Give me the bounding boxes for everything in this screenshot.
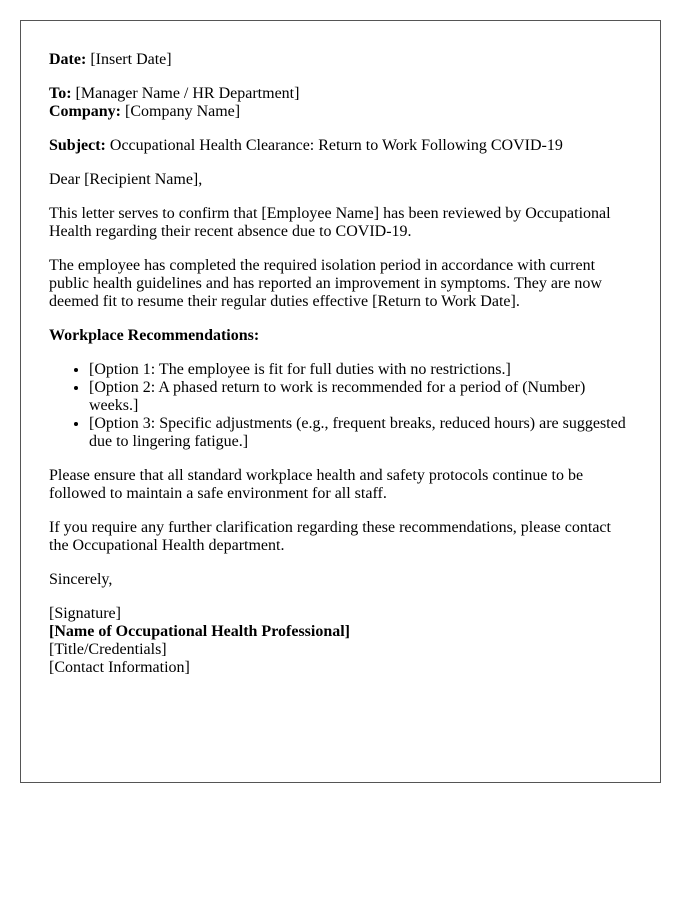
to-value: [Manager Name / HR Department] <box>75 85 300 102</box>
signature-block <box>49 605 632 677</box>
signature: [Signature] <box>49 605 121 622</box>
company-label: Company: <box>49 103 122 120</box>
letter <box>20 20 661 783</box>
company-value: [Company Name] <box>125 103 241 120</box>
recipient-block <box>49 85 632 121</box>
salutation: Dear [Recipient Name], <box>49 171 203 188</box>
recommendations-heading-text: Workplace Recommendations: <box>49 327 260 344</box>
signer-title: [Title/Credentials] <box>49 641 167 658</box>
date-line <box>49 51 632 69</box>
paragraph-confirmation: This letter serves to confirm that [Employee Name] has been reviewed by Occupational Health regarding their recent absence due to COVID-19. <box>49 205 611 240</box>
list-item: • [Option 1: The employee is fit for full duties with no restrictions.] <box>89 361 632 379</box>
signer-contact: [Contact Information] <box>49 659 190 676</box>
date-label: Date: <box>49 51 87 68</box>
date-value: [Insert Date] <box>90 51 172 68</box>
subject-line <box>49 137 632 155</box>
recommendations-list <box>49 361 632 451</box>
paragraph-contact: If you require any further clarification regarding these recommendations, please contact the Occupational Health department. <box>49 519 611 554</box>
paragraph-fitness: The employee has completed the required isolation period in accordance with current public health guidelines and has reported an improvement in symptoms. They are now deemed fit to resume their regular duties effective [Return to Work Date]. <box>49 257 602 310</box>
recommendations-heading <box>49 327 632 345</box>
subject-label: Subject: <box>49 137 106 154</box>
signer-name: [Name of Occupational Health Professional] <box>49 623 351 640</box>
paragraph-protocols: Please ensure that all standard workplace health and safety protocols continue to be followed to maintain a safe environment for all staff. <box>49 467 584 502</box>
list-item: • [Option 3: Specific adjustments (e.g., frequent breaks, reduced hours) are suggested due to lingering fatigue.] <box>89 415 632 451</box>
subject-value: Occupational Health Clearance: Return to Work Following COVID-19 <box>109 137 563 154</box>
signoff: Sincerely, <box>49 571 113 588</box>
list-item: • [Option 2: A phased return to work is recommended for a period of (Number) weeks.] <box>89 379 632 415</box>
to-label: To: <box>49 85 72 102</box>
